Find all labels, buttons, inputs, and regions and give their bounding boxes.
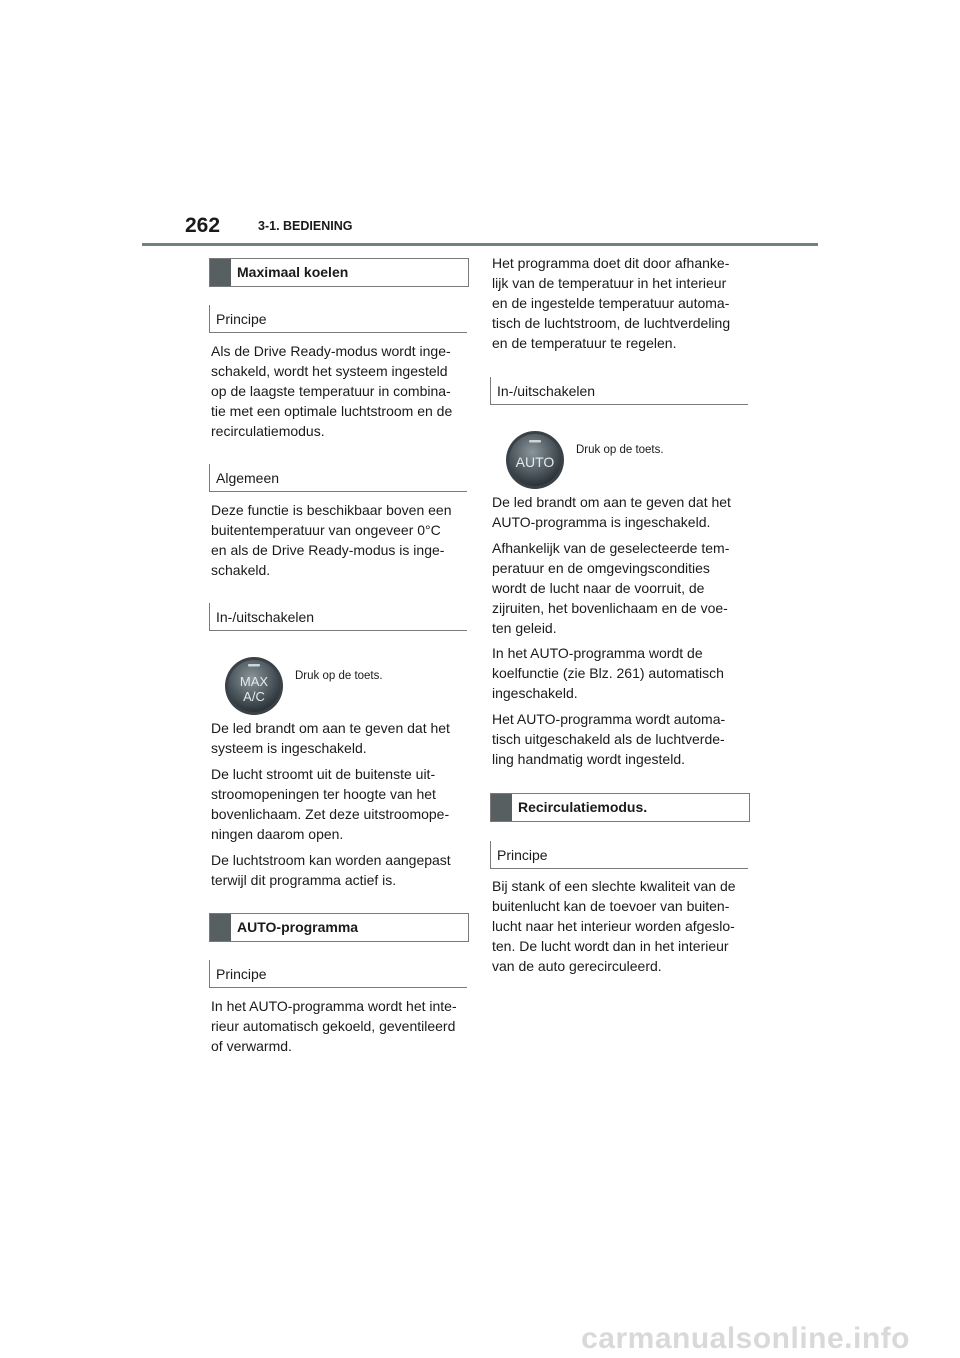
header-rule (142, 243, 818, 246)
section-recirculation (490, 793, 750, 822)
section-title: Maximaal koelen (237, 264, 349, 280)
page-number: 262 (185, 214, 221, 237)
section-title: Recirculatiemodus. (518, 799, 648, 815)
subheading-switch (209, 603, 467, 631)
subheading-principle (209, 960, 467, 988)
section-title: AUTO-programma (237, 919, 359, 935)
chapter-title: 3-1. BEDIENING (258, 219, 353, 233)
subheading-general (209, 464, 467, 492)
paragraph-adjust: De luchtstroom kan worden aangepast terwijl dit programma actief is. (211, 852, 451, 888)
paragraph-auto-continued: Het programma doet dit door afhanke- lijk van de temperatuur in het interieur en de ingestelde temperatuur automa- tisch de luchtstroom, de luchtverdeling en de temperatuur te regelen. (492, 255, 731, 351)
press-caption: Druk op de toets. (295, 670, 383, 682)
svg-text:AUTO: AUTO (515, 454, 555, 470)
paragraph-max-cooling-principle: Als de Drive Ready-modus wordt inge- schakeld, wordt het systeem ingesteld op de laagste temperatuur in combina- tie met een optimale luchtstroom en de recirculatiemodus. (211, 343, 453, 439)
paragraph-led: De led brandt om aan te geven dat het AUTO-programma is ingeschakeld. (492, 494, 731, 530)
subheading-principle (209, 305, 467, 333)
subheading-label: Principe (497, 847, 548, 863)
paragraph-distribution: Afhankelijk van de geselecteerde tem- peratuur en de omgevingscondities wordt de lucht naar de voorruit, de zijruiten, het bovenlichaam en de voe- ten geleid. (492, 540, 730, 636)
paragraph-auto-off: Het AUTO-programma wordt automa- tisch uitgeschakeld als de luchtverde- ling handmatig wordt ingesteld. (492, 711, 726, 767)
section-bar (491, 794, 512, 821)
subheading-label: In-/uitschakelen (216, 609, 315, 625)
subheading-label: Algemeen (216, 470, 280, 486)
subheading-label: In-/uitschakelen (497, 383, 596, 399)
paragraph-led: De led brandt om aan te geven dat het systeem is ingeschakeld. (211, 720, 450, 756)
svg-text:A/C: A/C (243, 689, 265, 704)
paragraph-cooling-function: In het AUTO-programma wordt de koelfunctie (zie Blz. 261) automatisch ingeschakeld. (492, 645, 724, 701)
svg-text:MAX: MAX (239, 674, 269, 689)
section-bar (210, 259, 231, 286)
max-ac-button-icon (224, 656, 284, 721)
paragraph-general: Deze functie is beschikbaar boven een buitentemperatuur van ongeveer 0°C en als de Drive Ready-modus is inge- schakeld. (211, 502, 452, 578)
paragraph-auto-principle: In het AUTO-programma wordt het inte- rieur automatisch gekoeld, geventileerd of verwarmd. (211, 998, 457, 1054)
paragraph-airflow: De lucht stroomt uit de buitenste uit- stroomopeningen ter hoogte van het bovenlichaam. Zet deze uitstroomope- ningen daarom open. (211, 766, 450, 842)
subheading-switch (490, 377, 748, 405)
auto-button-icon (505, 430, 565, 495)
section-max-cooling (209, 258, 469, 287)
section-auto-program (209, 913, 469, 942)
section-bar (210, 914, 231, 941)
watermark: carmanualsonline.info (581, 1322, 910, 1355)
press-caption: Druk op de toets. (576, 444, 664, 456)
paragraph-recirculation-principle: Bij stank of een slechte kwaliteit van de buitenlucht kan de toevoer van buiten- lucht naar het interieur worden afgeslo- ten. De lucht wordt dan in het interieur van de auto gerecirculeerd. (492, 878, 736, 974)
subheading-label: Principe (216, 966, 267, 982)
subheading-principle (490, 841, 748, 869)
subheading-label: Principe (216, 311, 267, 327)
